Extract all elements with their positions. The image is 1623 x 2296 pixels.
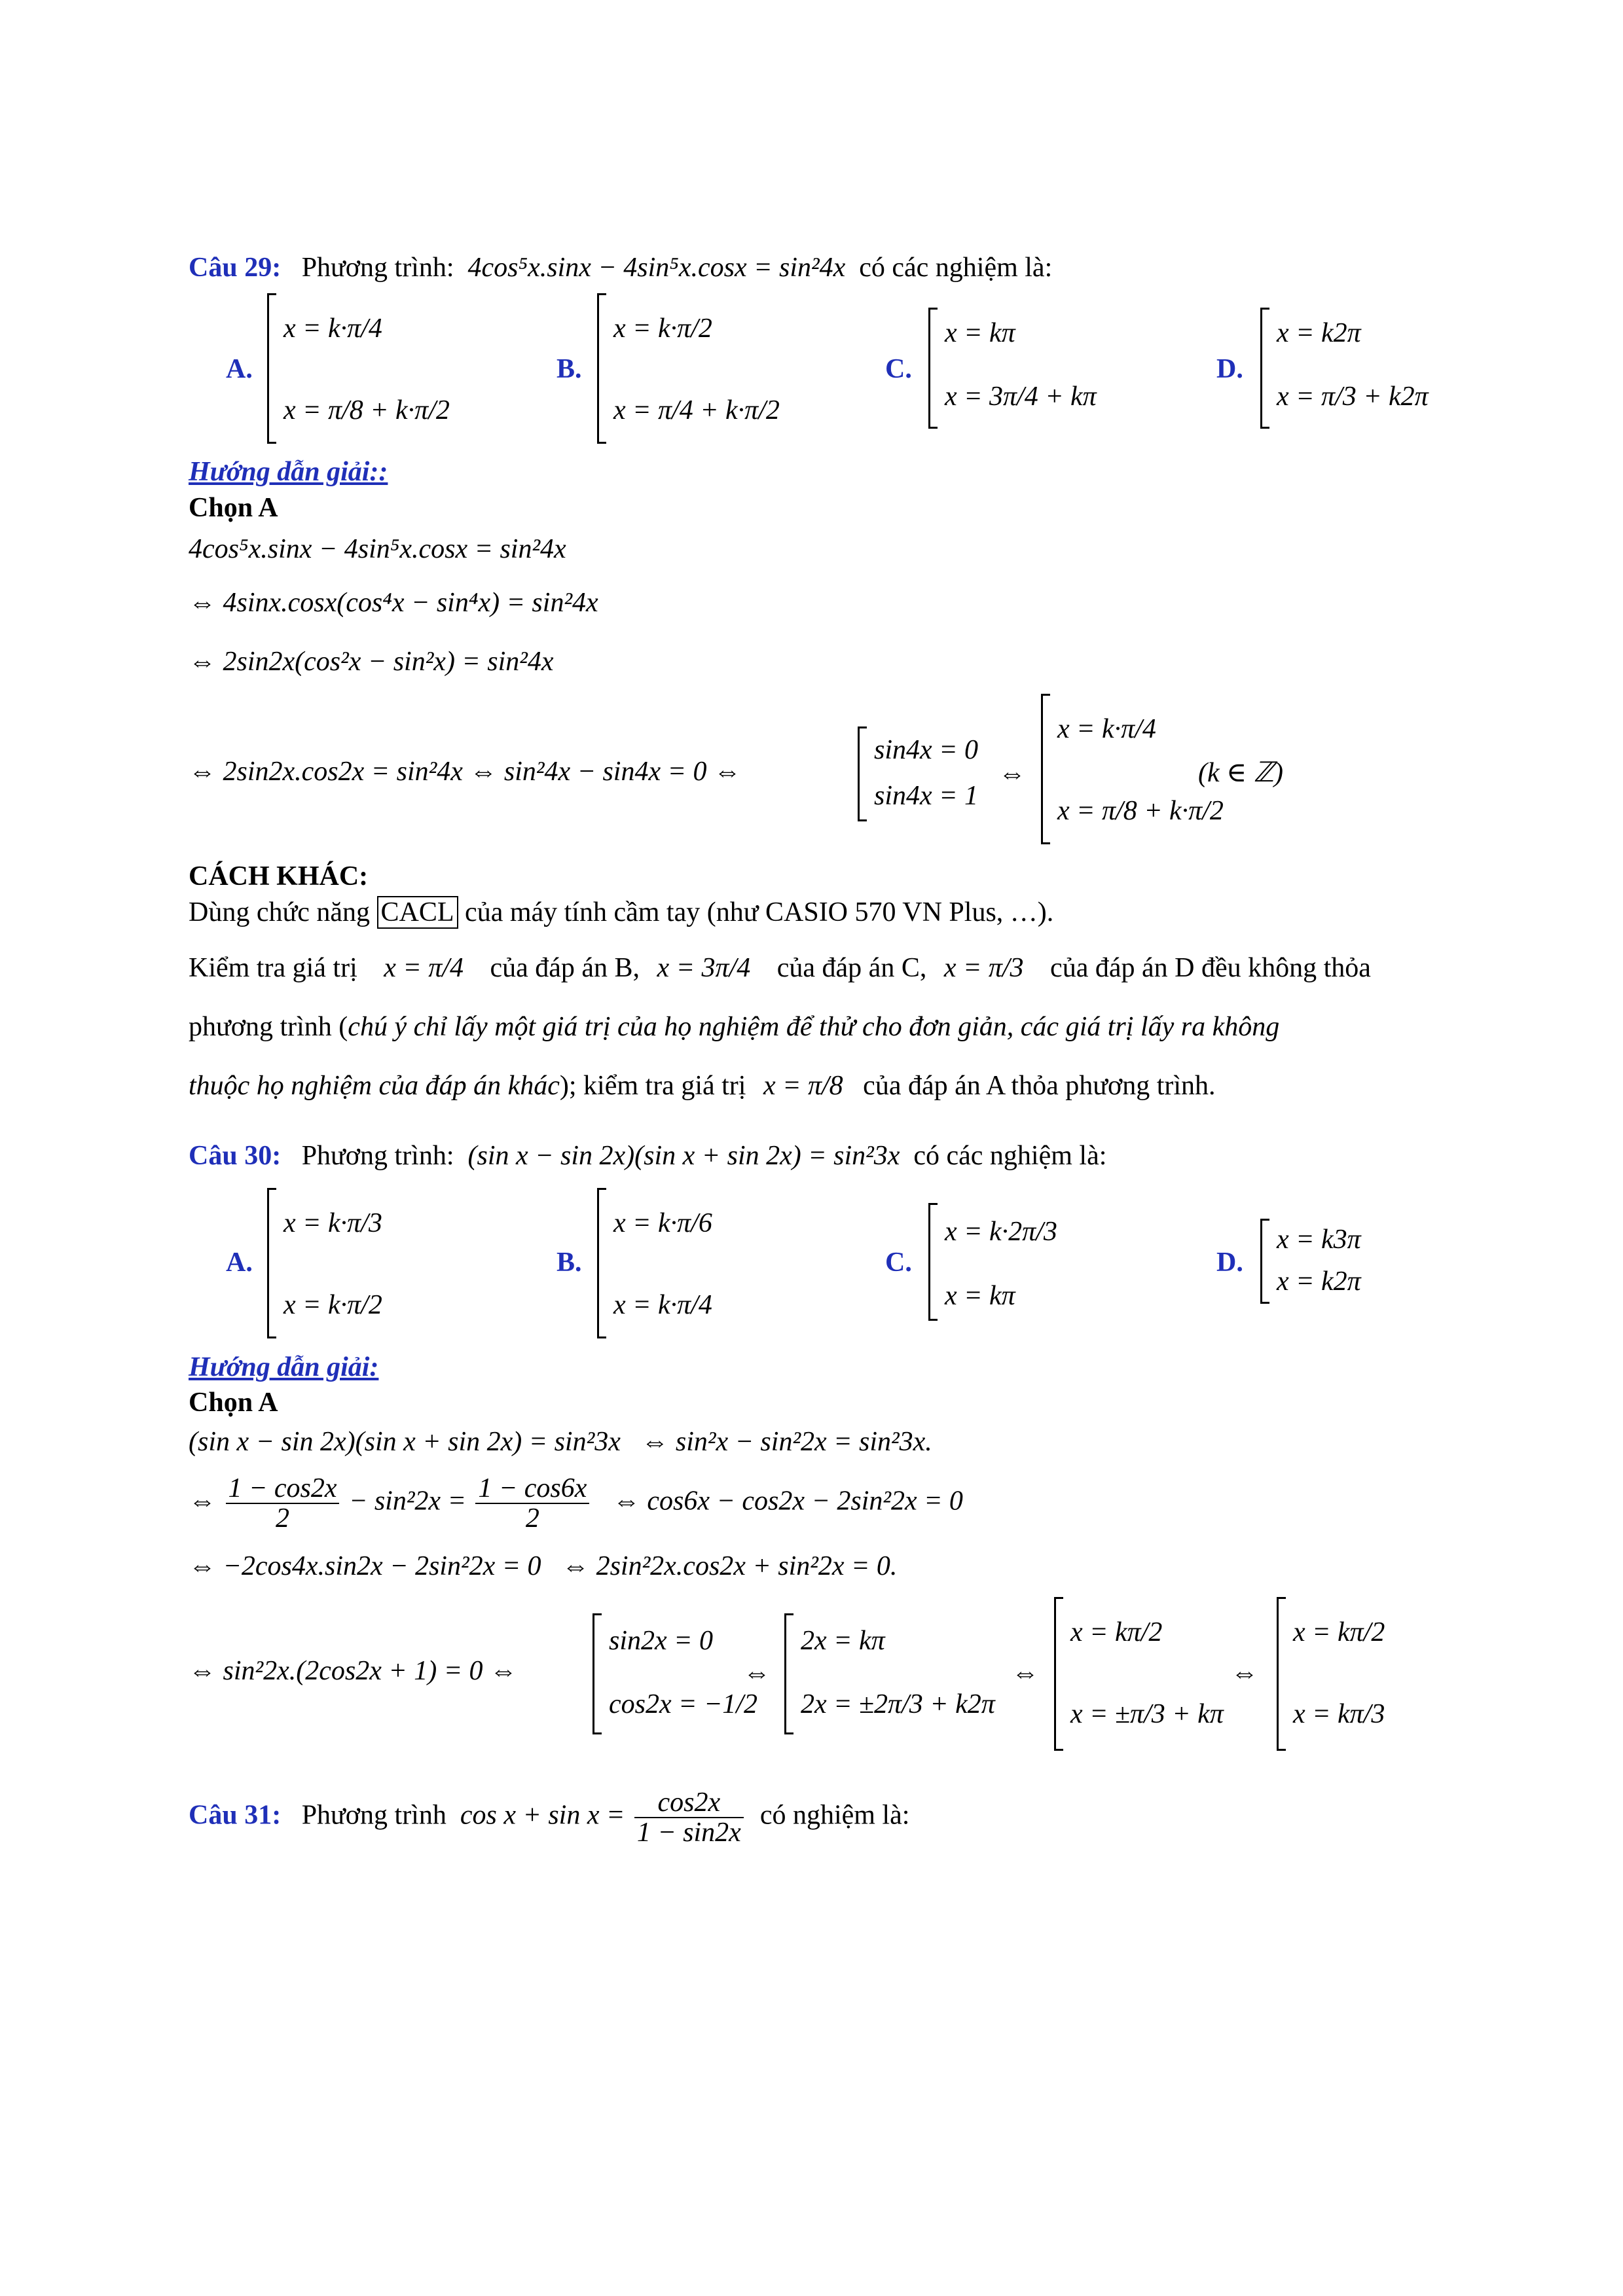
q30-frac-cos2x: $\frac{1 - \cos 2x}{2}$: [226, 1474, 340, 1533]
q30-system-2-row2: 2x = ±2π/3 + k2π: [801, 1689, 995, 1719]
q29-option-c-row1: x = kπ: [945, 318, 1015, 348]
q29-alt-line-1: [189, 899, 1053, 926]
q29-system-sin4x-row1: sin4x = 0: [874, 735, 978, 765]
q30-step-1: [189, 1428, 932, 1456]
question-29-tail: có các nghiệm là:: [859, 253, 1053, 283]
q29-option-c-system[interactable]: [928, 308, 1101, 429]
q30-system-2: [784, 1613, 1022, 1734]
q30-step-3-a: ⇔ −2cos4x.sin2x − 2sin²2x = 0: [189, 1551, 541, 1581]
q29-alt-line-4-a: thuộc họ nghiệm của đáp án khác: [189, 1071, 560, 1101]
q29-option-d-system[interactable]: [1260, 308, 1432, 429]
q30-option-b-row2: x = k·π/4: [613, 1290, 712, 1320]
q29-alt-line-3: [189, 1013, 1279, 1041]
q29-step-1: 4cos⁵x.sinx − 4sin⁵x.cosx = sin²4x: [189, 534, 566, 564]
question-29-equation: 4cos⁵x.sinx − 4sin⁵x.cosx = sin²4x: [467, 253, 846, 283]
q29-step-2: ⇔ 4sinx.cosx(cos⁴x − sin⁴x) = sin²4x: [189, 588, 598, 618]
q29-k-set: (k ∈ ℤ): [1198, 758, 1283, 788]
q30-option-b-label[interactable]: B.: [556, 1247, 582, 1278]
q29-alt-x-pi4: x = π/4: [384, 953, 464, 983]
q30-option-b-system[interactable]: [597, 1188, 756, 1338]
q29-alt-line-2-c: của đáp án C,: [776, 953, 927, 983]
q30-option-b-row1: x = k·π/6: [613, 1208, 712, 1238]
question-31-frac-num: cos2x: [634, 1788, 744, 1818]
q29-option-a-label[interactable]: A.: [226, 354, 253, 384]
q29-alt-line-2: [189, 954, 1371, 982]
q29-alt-line-2-d: của đáp án D đều không thỏa: [1050, 953, 1371, 983]
question-30-tail: có các nghiệm là:: [913, 1141, 1107, 1171]
q29-alt-line-2-a: Kiểm tra giá trị: [189, 953, 357, 983]
q30-option-d-row2: x = k2π: [1277, 1266, 1361, 1297]
question-31-label: Câu 31:: [189, 1800, 282, 1831]
q29-alt-line-3-b: chú ý chỉ lấy một giá trị của họ nghiệm để thử cho đơn giản, các giá trị lấy ra không: [348, 1012, 1280, 1042]
q30-option-a-row2: x = k·π/2: [283, 1290, 382, 1320]
q30-system-4-row1: x = kπ/2: [1293, 1617, 1385, 1647]
q29-final-row1: x = k·π/4: [1057, 714, 1156, 744]
q29-alt-line-1-a: Dùng chức năng: [189, 897, 371, 927]
q29-alt-x-3pi4: x = 3π/4: [657, 953, 751, 983]
question-30-header: [189, 1142, 1106, 1170]
question-30-equation: (sin x − sin 2x)(sin x + sin 2x) = sin²3x: [467, 1141, 900, 1171]
q29-alt-line-4-c: của đáp án A thỏa phương trình.: [863, 1071, 1216, 1101]
question-31-lhs: cos x + sin x =: [460, 1800, 625, 1831]
q29-final-system: [1041, 694, 1224, 844]
q29-alt-line-4-b: ); kiểm tra giá trị: [559, 1071, 746, 1101]
q30-system-2-row1: 2x = kπ: [801, 1626, 885, 1656]
question-30-label: Câu 30:: [189, 1141, 282, 1171]
q29-alt-line-3-a: phương trình (: [189, 1012, 348, 1042]
q30-choice: Chọn A: [189, 1388, 278, 1418]
q30-option-d-row1: x = k3π: [1277, 1225, 1361, 1255]
q30-step-1-b: ⇔ sin²x − sin²2x = sin²3x.: [641, 1427, 932, 1457]
q29-option-c-label[interactable]: C.: [885, 354, 912, 384]
question-31-stem: Phương trình: [301, 1800, 447, 1831]
question-29-label: Câu 29:: [189, 253, 282, 283]
q29-alt-line-1-b: của máy tính cầm tay (như CASIO 570 VN Plus, …).: [465, 897, 1054, 927]
q29-option-c-row2: x = 3π/4 + kπ: [945, 382, 1097, 412]
question-29-header: [189, 254, 1052, 281]
q29-option-b-row2: x = π/4 + k·π/2: [613, 395, 780, 425]
question-30-stem: Phương trình:: [301, 1141, 454, 1171]
q30-system-3: [1054, 1597, 1252, 1751]
q30-system-3-row2: x = ±π/3 + kπ: [1070, 1699, 1224, 1729]
q29-option-d-row1: x = k2π: [1277, 318, 1361, 348]
q30-step-3: [189, 1552, 897, 1580]
q30-option-d-system[interactable]: [1260, 1219, 1393, 1304]
q30-system-1-row2: cos2x = −1/2: [609, 1689, 757, 1719]
q30-option-d-label[interactable]: D.: [1216, 1247, 1243, 1278]
q29-option-b-row1: x = k·π/2: [613, 314, 712, 344]
question-31-tail: có nghiệm là:: [759, 1800, 910, 1831]
q30-system-1: [593, 1613, 765, 1734]
q30-option-c-row2: x = kπ: [945, 1281, 1015, 1311]
q30-system-4-row2: x = kπ/3: [1293, 1699, 1385, 1729]
q29-final-row2: x = π/8 + k·π/2: [1057, 796, 1224, 826]
q30-step-3-b: ⇔ 2sin²2x.cos2x + sin²2x = 0.: [562, 1551, 898, 1581]
q29-choice: Chọn A: [189, 493, 278, 523]
q30-option-c-row1: x = k·2π/3: [945, 1217, 1057, 1247]
q30-system-1-row1: sin2x = 0: [609, 1626, 713, 1656]
q30-option-c-label[interactable]: C.: [885, 1247, 912, 1278]
q30-option-a-system[interactable]: [267, 1188, 426, 1338]
q29-option-a-system[interactable]: [267, 293, 450, 444]
q30-arrow-1: ⇔: [743, 1658, 771, 1688]
q29-option-d-label[interactable]: D.: [1216, 354, 1243, 384]
q29-option-a-row2: x = π/8 + k·π/2: [283, 395, 450, 425]
q29-option-b-label[interactable]: B.: [556, 354, 582, 384]
q30-step-2: ⇔ $\frac{1 - \cos 2x}{2}$ − sin²2x = $\frac{1 - \cos 6x}{2}$ ⇔ cos6x − cos2x − 2sin²2x = 0: [189, 1473, 963, 1534]
q29-alt-x-pi3: x = π/3: [943, 953, 1024, 983]
q30-option-a-label[interactable]: A.: [226, 1247, 253, 1278]
question-31-frac-den: 1 − sin2x: [636, 1818, 741, 1848]
q29-system-sin4x-row2: sin4x = 1: [874, 781, 978, 811]
q30-arrow-3: ⇔: [1231, 1658, 1258, 1688]
q29-system-sin4x: [858, 726, 1010, 821]
q30-step-1-a: (sin x − sin 2x)(sin x + sin 2x) = sin²3x: [189, 1427, 621, 1457]
q30-option-c-system[interactable]: [928, 1203, 1087, 1321]
q29-alt-line-2-b: của đáp án B,: [490, 953, 640, 983]
q29-option-b-system[interactable]: [597, 293, 780, 444]
q30-option-a-row1: x = k·π/3: [283, 1208, 382, 1238]
q29-option-a-row1: x = k·π/4: [283, 314, 382, 344]
question-31-fraction: [634, 1788, 744, 1847]
q30-step-4: ⇔ sin²2x.(2cos2x + 1) = 0 ⇔: [189, 1656, 518, 1686]
q30-system-3-row1: x = kπ/2: [1070, 1617, 1163, 1647]
q29-step-4: ⇔ 2sin2x.cos2x = sin²4x ⇔ sin²4x − sin4x = 0 ⇔: [189, 757, 741, 787]
q29-final-arrow: ⇔: [998, 759, 1026, 789]
question-29-stem: Phương trình:: [301, 253, 454, 283]
q29-step-3: ⇔ 2sin2x(cos²x − sin²x) = sin²4x: [189, 647, 554, 677]
q30-frac-cos6x: $\frac{1 - \cos 6x}{2}$: [475, 1474, 589, 1533]
q30-system-4: [1277, 1597, 1410, 1751]
cacl-box: CACL: [377, 896, 458, 929]
q29-option-d-row2: x = π/3 + k2π: [1277, 382, 1429, 412]
q29-alt-heading: CÁCH KHÁC:: [189, 861, 369, 891]
q30-guide-heading: Hướng dẫn giải:: [189, 1352, 379, 1382]
q29-alt-line-4: [189, 1072, 1216, 1100]
q29-guide-heading: Hướng dẫn giải::: [189, 457, 388, 487]
question-31-header: [189, 1788, 909, 1847]
q30-arrow-2: ⇔: [1012, 1658, 1039, 1688]
q29-alt-x-pi8: x = π/8: [763, 1071, 843, 1101]
